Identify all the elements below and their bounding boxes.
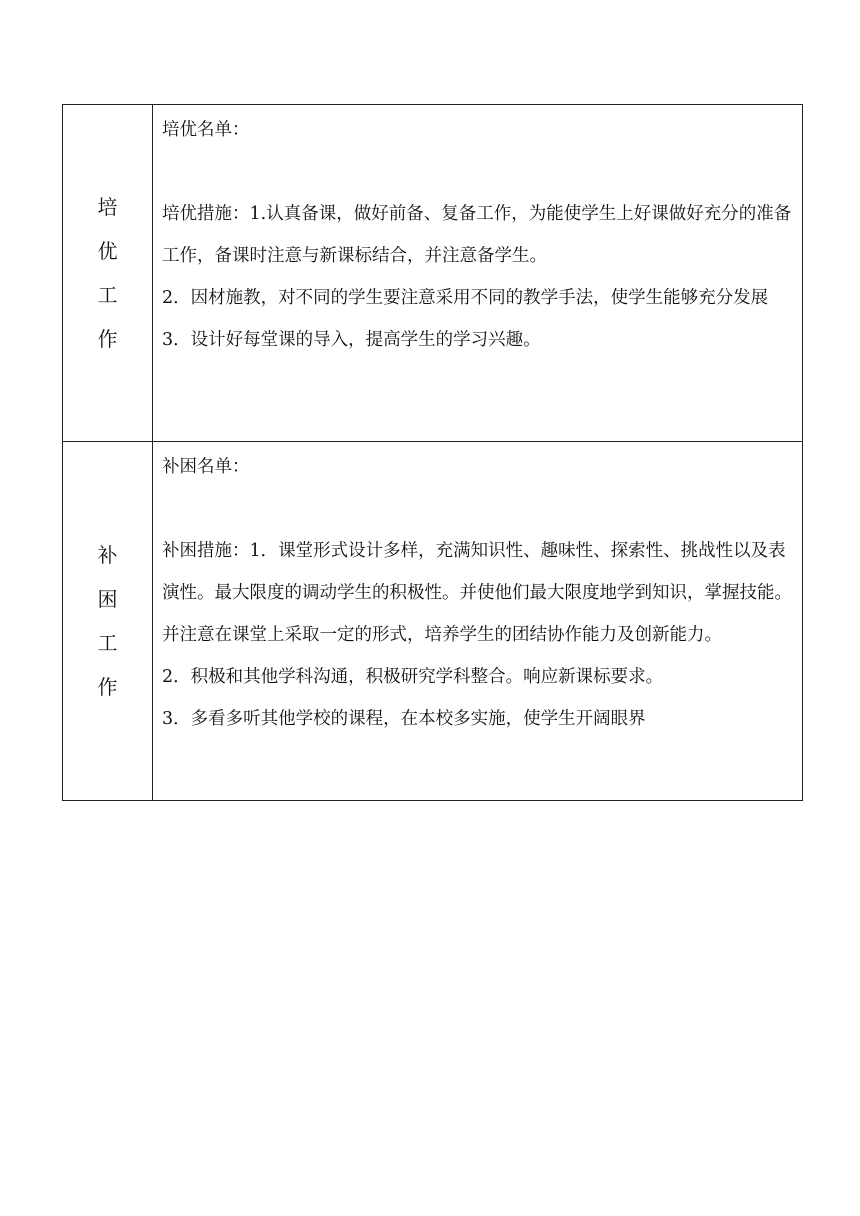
name-list-line: 补困名单： <box>162 457 250 477</box>
work-plan-table <box>62 104 803 801</box>
table-row-top-students <box>63 105 803 442</box>
section-label-struggling-students <box>63 442 153 801</box>
section-label-char: 工 <box>97 283 118 307</box>
measure-paragraph: 培优措施：1.认真备课，做好前备、复备工作，为能使学生上好课做好充分的准备工作，备课时注意与新课标结合，并注意备学生。 <box>162 204 792 266</box>
section-label-char: 作 <box>97 675 118 699</box>
section-content-top-students <box>153 105 803 442</box>
section-label-char: 作 <box>97 327 118 351</box>
section-label-char: 困 <box>97 587 118 611</box>
measure-paragraph: 补困措施：1．课堂形式设计多样，充满知识性、趣味性、探索性、挑战性以及表演性。最大限度的调动学生的积极性。并使他们最大限度地学到知识，掌握技能。并注意在课堂上采取一定的形式，培养学生的团结协作能力及创新能力。 <box>162 541 792 645</box>
name-list-line: 培优名单： <box>162 120 250 140</box>
section-label-char: 优 <box>97 239 118 263</box>
name-list-blank <box>162 488 792 530</box>
table-row-struggling-students <box>63 442 803 801</box>
measure-paragraph: 3．多看多听其他学校的课程，在本校多实施，使学生开阔眼界 <box>162 709 646 729</box>
section-label-top-students <box>63 105 153 442</box>
section-content-struggling-students <box>153 442 803 801</box>
measure-paragraph: 2．积极和其他学科沟通，积极研究学科整合。响应新课标要求。 <box>162 667 664 687</box>
section-label-char: 工 <box>97 631 118 655</box>
name-list-blank <box>162 151 792 193</box>
measure-paragraph: 2．因材施教，对不同的学生要注意采用不同的教学手法，使学生能够充分发展 <box>162 288 769 308</box>
section-label-char: 补 <box>97 543 118 567</box>
section-label-char: 培 <box>97 195 118 219</box>
measure-paragraph: 3．设计好每堂课的导入，提高学生的学习兴趣。 <box>162 330 541 350</box>
